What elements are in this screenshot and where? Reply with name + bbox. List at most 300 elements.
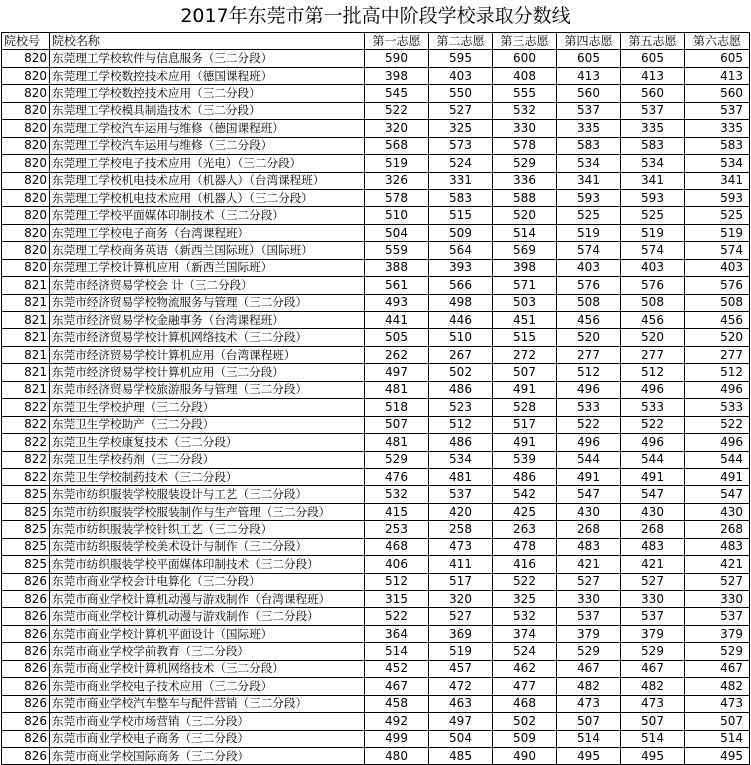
school-name-cell: 东莞市商业学校国际商务（三二分段） bbox=[50, 747, 365, 764]
score-choice-6-cell: 467 bbox=[685, 660, 750, 677]
score-choice-3-cell: 522 bbox=[493, 573, 557, 590]
score-choice-4-cell: 560 bbox=[557, 85, 621, 102]
table-row bbox=[2, 155, 750, 172]
school-name-cell: 东莞市商业学校计算机动漫与游戏制作（三二分段） bbox=[50, 608, 365, 625]
score-choice-6-cell: 560 bbox=[685, 85, 750, 102]
score-choice-3-cell: 571 bbox=[493, 277, 557, 294]
score-choice-3-cell: 416 bbox=[493, 556, 557, 573]
table-row bbox=[2, 102, 750, 119]
score-choice-6-cell: 495 bbox=[685, 747, 750, 764]
school-name-cell: 东莞市商业学校电子技术应用（三二分段） bbox=[50, 678, 365, 695]
table-row bbox=[2, 381, 750, 398]
score-choice-1-cell: 499 bbox=[365, 730, 429, 747]
score-choice-4-cell: 473 bbox=[557, 695, 621, 712]
table-row bbox=[2, 556, 750, 573]
score-choice-6-cell: 456 bbox=[685, 312, 750, 329]
score-choice-6-cell: 413 bbox=[685, 67, 750, 84]
school-code-cell: 821 bbox=[2, 346, 50, 363]
table-row bbox=[2, 207, 750, 224]
score-choice-3-cell: 330 bbox=[493, 120, 557, 137]
score-choice-2-cell: 527 bbox=[429, 102, 493, 119]
score-choice-5-cell: 496 bbox=[621, 381, 685, 398]
score-choice-1-cell: 507 bbox=[365, 416, 429, 433]
score-choice-4-cell: 525 bbox=[557, 207, 621, 224]
score-choice-2-cell: 497 bbox=[429, 713, 493, 730]
school-code-cell: 820 bbox=[2, 50, 50, 67]
score-choice-5-cell: 514 bbox=[621, 730, 685, 747]
table-row bbox=[2, 312, 750, 329]
score-choice-3-cell: 325 bbox=[493, 591, 557, 608]
school-name-cell: 东莞理工学校平面媒体印制技术（三二分段） bbox=[50, 207, 365, 224]
score-choice-6-cell: 583 bbox=[685, 137, 750, 154]
score-choice-6-cell: 537 bbox=[685, 102, 750, 119]
score-choice-2-cell: 325 bbox=[429, 120, 493, 137]
score-choice-1-cell: 481 bbox=[365, 434, 429, 451]
score-choice-3-cell: 374 bbox=[493, 625, 557, 642]
score-choice-4-cell: 593 bbox=[557, 189, 621, 206]
score-choice-2-cell: 583 bbox=[429, 189, 493, 206]
score-choice-5-cell: 421 bbox=[621, 556, 685, 573]
score-choice-6-cell: 512 bbox=[685, 364, 750, 381]
score-choice-6-cell: 514 bbox=[685, 730, 750, 747]
score-choice-2-cell: 537 bbox=[429, 486, 493, 503]
score-choice-6-cell: 522 bbox=[685, 416, 750, 433]
score-choice-2-cell: 519 bbox=[429, 643, 493, 660]
score-choice-4-cell: 508 bbox=[557, 294, 621, 311]
score-choice-1-cell: 326 bbox=[365, 172, 429, 189]
table-row bbox=[2, 189, 750, 206]
score-choice-6-cell: 330 bbox=[685, 591, 750, 608]
school-name-cell: 东莞市经济贸易学校计算机应用（台湾课程班） bbox=[50, 346, 365, 363]
table-row bbox=[2, 50, 750, 67]
score-choice-4-cell: 413 bbox=[557, 67, 621, 84]
score-choice-4-cell: 576 bbox=[557, 277, 621, 294]
score-choice-2-cell: 486 bbox=[429, 381, 493, 398]
score-choice-4-cell: 268 bbox=[557, 521, 621, 538]
school-name-cell: 东莞理工学校机电技术应用（机器人）（台湾课程班） bbox=[50, 172, 365, 189]
score-choice-5-cell: 403 bbox=[621, 259, 685, 276]
score-choice-5-cell: 537 bbox=[621, 102, 685, 119]
score-choice-5-cell: 574 bbox=[621, 242, 685, 259]
school-name-cell: 东莞市商业学校市场营销（三二分段） bbox=[50, 713, 365, 730]
score-choice-3-cell: 514 bbox=[493, 224, 557, 241]
score-choice-3-cell: 502 bbox=[493, 713, 557, 730]
score-choice-3-cell: 524 bbox=[493, 643, 557, 660]
score-choice-1-cell: 398 bbox=[365, 67, 429, 84]
score-choice-4-cell: 533 bbox=[557, 399, 621, 416]
header-row bbox=[2, 33, 750, 50]
school-name-cell: 东莞卫生学校药剂（三二分段） bbox=[50, 451, 365, 468]
school-name-cell: 东莞市经济贸易学校物流服务与管理（三二分段） bbox=[50, 294, 365, 311]
score-choice-6-cell: 508 bbox=[685, 294, 750, 311]
school-code-cell: 822 bbox=[2, 468, 50, 485]
score-choice-1-cell: 441 bbox=[365, 312, 429, 329]
score-choice-4-cell: 495 bbox=[557, 747, 621, 764]
score-choice-1-cell: 578 bbox=[365, 189, 429, 206]
score-choice-5-cell: 593 bbox=[621, 189, 685, 206]
score-choice-3-cell: 532 bbox=[493, 102, 557, 119]
score-choice-3-cell: 477 bbox=[493, 678, 557, 695]
score-choice-1-cell: 518 bbox=[365, 399, 429, 416]
score-choice-5-cell: 512 bbox=[621, 364, 685, 381]
score-choice-3-cell: 507 bbox=[493, 364, 557, 381]
table-row bbox=[2, 120, 750, 137]
score-choice-6-cell: 483 bbox=[685, 538, 750, 555]
score-choice-6-cell: 403 bbox=[685, 259, 750, 276]
score-choice-4-cell: 341 bbox=[557, 172, 621, 189]
score-choice-4-cell: 537 bbox=[557, 608, 621, 625]
score-choice-4-cell: 482 bbox=[557, 678, 621, 695]
score-choice-2-cell: 524 bbox=[429, 155, 493, 172]
score-choice-4-cell: 335 bbox=[557, 120, 621, 137]
school-code-cell: 825 bbox=[2, 521, 50, 538]
school-code-cell: 826 bbox=[2, 573, 50, 590]
score-choice-6-cell: 534 bbox=[685, 155, 750, 172]
score-choice-3-cell: 520 bbox=[493, 207, 557, 224]
school-name-cell: 东莞市经济贸易学校计算机网络技术（三二分段） bbox=[50, 329, 365, 346]
score-choice-5-cell: 534 bbox=[621, 155, 685, 172]
table-row bbox=[2, 416, 750, 433]
school-name-cell: 东莞理工学校电子商务（台湾课程班） bbox=[50, 224, 365, 241]
school-name-cell: 东莞市纺织服装学校针织工艺（三二分段） bbox=[50, 521, 365, 538]
score-choice-3-cell: 569 bbox=[493, 242, 557, 259]
score-choice-4-cell: 421 bbox=[557, 556, 621, 573]
score-choice-2-cell: 509 bbox=[429, 224, 493, 241]
table-row bbox=[2, 85, 750, 102]
school-name-cell: 东莞理工学校计算机应用（新西兰国际班） bbox=[50, 259, 365, 276]
school-name-cell: 东莞卫生学校制药技术（三二分段） bbox=[50, 468, 365, 485]
score-choice-1-cell: 512 bbox=[365, 573, 429, 590]
score-choice-3-cell: 509 bbox=[493, 730, 557, 747]
score-choice-4-cell: 574 bbox=[557, 242, 621, 259]
header-choice-5: 第五志愿 bbox=[621, 33, 685, 50]
table-row bbox=[2, 573, 750, 590]
score-choice-2-cell: 331 bbox=[429, 172, 493, 189]
score-choice-2-cell: 463 bbox=[429, 695, 493, 712]
score-choice-1-cell: 406 bbox=[365, 556, 429, 573]
school-code-cell: 820 bbox=[2, 224, 50, 241]
score-choice-4-cell: 605 bbox=[557, 50, 621, 67]
score-choice-2-cell: 550 bbox=[429, 85, 493, 102]
school-name-cell: 东莞市商业学校会计电算化（三二分段） bbox=[50, 573, 365, 590]
header-school-code: 院校号 bbox=[2, 33, 50, 50]
table-row bbox=[2, 521, 750, 538]
score-choice-1-cell: 415 bbox=[365, 503, 429, 520]
header-choice-3: 第三志愿 bbox=[493, 33, 557, 50]
score-choice-4-cell: 529 bbox=[557, 643, 621, 660]
school-code-cell: 821 bbox=[2, 329, 50, 346]
school-code-cell: 822 bbox=[2, 451, 50, 468]
header-school-name: 院校名称 bbox=[50, 33, 365, 50]
score-choice-2-cell: 486 bbox=[429, 434, 493, 451]
school-name-cell: 东莞理工学校数控技术应用（三二分段） bbox=[50, 85, 365, 102]
score-choice-6-cell: 576 bbox=[685, 277, 750, 294]
score-choice-4-cell: 547 bbox=[557, 486, 621, 503]
school-code-cell: 826 bbox=[2, 713, 50, 730]
score-choice-2-cell: 369 bbox=[429, 625, 493, 642]
score-choice-5-cell: 495 bbox=[621, 747, 685, 764]
score-table bbox=[1, 32, 750, 765]
school-name-cell: 东莞市经济贸易学校金融事务（台湾课程班） bbox=[50, 312, 365, 329]
table-row bbox=[2, 747, 750, 764]
score-choice-1-cell: 568 bbox=[365, 137, 429, 154]
score-choice-3-cell: 490 bbox=[493, 747, 557, 764]
school-name-cell: 东莞卫生学校护理（三二分段） bbox=[50, 399, 365, 416]
score-choice-3-cell: 529 bbox=[493, 155, 557, 172]
table-row bbox=[2, 399, 750, 416]
score-choice-3-cell: 263 bbox=[493, 521, 557, 538]
table-row bbox=[2, 172, 750, 189]
score-choice-1-cell: 452 bbox=[365, 660, 429, 677]
school-name-cell: 东莞市商业学校计算机动漫与游戏制作（台湾课程班） bbox=[50, 591, 365, 608]
score-choice-6-cell: 544 bbox=[685, 451, 750, 468]
school-name-cell: 东莞市经济贸易学校会 计（三二分段） bbox=[50, 277, 365, 294]
score-choice-4-cell: 534 bbox=[557, 155, 621, 172]
table-row bbox=[2, 608, 750, 625]
score-choice-5-cell: 467 bbox=[621, 660, 685, 677]
school-name-cell: 东莞市经济贸易学校计算机应用（三二分段） bbox=[50, 364, 365, 381]
score-choice-6-cell: 379 bbox=[685, 625, 750, 642]
score-choice-3-cell: 486 bbox=[493, 468, 557, 485]
school-code-cell: 820 bbox=[2, 172, 50, 189]
score-choice-2-cell: 446 bbox=[429, 312, 493, 329]
score-choice-1-cell: 492 bbox=[365, 713, 429, 730]
score-choice-1-cell: 561 bbox=[365, 277, 429, 294]
school-code-cell: 820 bbox=[2, 259, 50, 276]
school-code-cell: 822 bbox=[2, 434, 50, 451]
score-choice-2-cell: 420 bbox=[429, 503, 493, 520]
score-choice-6-cell: 491 bbox=[685, 468, 750, 485]
score-choice-1-cell: 315 bbox=[365, 591, 429, 608]
table-row bbox=[2, 625, 750, 642]
score-choice-3-cell: 528 bbox=[493, 399, 557, 416]
score-choice-2-cell: 515 bbox=[429, 207, 493, 224]
score-choice-6-cell: 529 bbox=[685, 643, 750, 660]
score-choice-6-cell: 547 bbox=[685, 486, 750, 503]
school-code-cell: 821 bbox=[2, 312, 50, 329]
score-choice-6-cell: 268 bbox=[685, 521, 750, 538]
score-choice-6-cell: 473 bbox=[685, 695, 750, 712]
score-choice-1-cell: 476 bbox=[365, 468, 429, 485]
table-row bbox=[2, 224, 750, 241]
score-choice-1-cell: 320 bbox=[365, 120, 429, 137]
score-choice-5-cell: 583 bbox=[621, 137, 685, 154]
score-choice-3-cell: 588 bbox=[493, 189, 557, 206]
table-row bbox=[2, 434, 750, 451]
score-choice-4-cell: 527 bbox=[557, 573, 621, 590]
table-row bbox=[2, 713, 750, 730]
school-code-cell: 825 bbox=[2, 486, 50, 503]
score-choice-6-cell: 277 bbox=[685, 346, 750, 363]
table-row bbox=[2, 730, 750, 747]
score-choice-2-cell: 411 bbox=[429, 556, 493, 573]
score-choice-3-cell: 578 bbox=[493, 137, 557, 154]
score-choice-4-cell: 456 bbox=[557, 312, 621, 329]
score-choice-6-cell: 574 bbox=[685, 242, 750, 259]
score-choice-6-cell: 527 bbox=[685, 573, 750, 590]
score-choice-1-cell: 532 bbox=[365, 486, 429, 503]
table-row bbox=[2, 294, 750, 311]
score-choice-5-cell: 330 bbox=[621, 591, 685, 608]
score-choice-2-cell: 566 bbox=[429, 277, 493, 294]
score-choice-6-cell: 520 bbox=[685, 329, 750, 346]
score-choice-4-cell: 467 bbox=[557, 660, 621, 677]
table-row bbox=[2, 277, 750, 294]
score-choice-5-cell: 379 bbox=[621, 625, 685, 642]
table-body bbox=[2, 50, 750, 765]
score-choice-4-cell: 519 bbox=[557, 224, 621, 241]
score-choice-3-cell: 425 bbox=[493, 503, 557, 520]
score-choice-2-cell: 498 bbox=[429, 294, 493, 311]
table-row bbox=[2, 242, 750, 259]
score-choice-2-cell: 485 bbox=[429, 747, 493, 764]
score-choice-3-cell: 408 bbox=[493, 67, 557, 84]
score-choice-1-cell: 262 bbox=[365, 346, 429, 363]
score-choice-1-cell: 253 bbox=[365, 521, 429, 538]
score-choice-2-cell: 473 bbox=[429, 538, 493, 555]
score-choice-5-cell: 537 bbox=[621, 608, 685, 625]
score-choice-1-cell: 364 bbox=[365, 625, 429, 642]
score-choice-2-cell: 267 bbox=[429, 346, 493, 363]
score-choice-4-cell: 537 bbox=[557, 102, 621, 119]
score-choice-3-cell: 532 bbox=[493, 608, 557, 625]
score-choice-3-cell: 555 bbox=[493, 85, 557, 102]
score-choice-1-cell: 510 bbox=[365, 207, 429, 224]
score-choice-4-cell: 403 bbox=[557, 259, 621, 276]
score-choice-1-cell: 467 bbox=[365, 678, 429, 695]
school-name-cell: 东莞卫生学校康复技术（三二分段） bbox=[50, 434, 365, 451]
score-choice-6-cell: 341 bbox=[685, 172, 750, 189]
score-choice-5-cell: 473 bbox=[621, 695, 685, 712]
score-choice-1-cell: 388 bbox=[365, 259, 429, 276]
score-choice-5-cell: 533 bbox=[621, 399, 685, 416]
school-code-cell: 826 bbox=[2, 591, 50, 608]
score-choice-2-cell: 517 bbox=[429, 573, 493, 590]
score-choice-5-cell: 456 bbox=[621, 312, 685, 329]
score-choice-1-cell: 545 bbox=[365, 85, 429, 102]
score-choice-5-cell: 507 bbox=[621, 713, 685, 730]
score-choice-4-cell: 522 bbox=[557, 416, 621, 433]
header-choice-4: 第四志愿 bbox=[557, 33, 621, 50]
school-name-cell: 东莞市商业学校学前教育（三二分段） bbox=[50, 643, 365, 660]
school-code-cell: 820 bbox=[2, 155, 50, 172]
score-choice-6-cell: 537 bbox=[685, 608, 750, 625]
score-choice-2-cell: 510 bbox=[429, 329, 493, 346]
score-choice-1-cell: 468 bbox=[365, 538, 429, 555]
score-choice-3-cell: 462 bbox=[493, 660, 557, 677]
school-name-cell: 东莞市商业学校汽车整车与配件营销（三二分段） bbox=[50, 695, 365, 712]
school-code-cell: 820 bbox=[2, 120, 50, 137]
score-choice-6-cell: 533 bbox=[685, 399, 750, 416]
score-choice-3-cell: 272 bbox=[493, 346, 557, 363]
score-choice-3-cell: 336 bbox=[493, 172, 557, 189]
table-row bbox=[2, 695, 750, 712]
score-choice-2-cell: 504 bbox=[429, 730, 493, 747]
table-row bbox=[2, 468, 750, 485]
header-choice-2: 第二志愿 bbox=[429, 33, 493, 50]
table-row bbox=[2, 678, 750, 695]
score-choice-2-cell: 534 bbox=[429, 451, 493, 468]
score-choice-5-cell: 522 bbox=[621, 416, 685, 433]
school-name-cell: 东莞理工学校电子技术应用（光电）（三二分段） bbox=[50, 155, 365, 172]
score-choice-4-cell: 330 bbox=[557, 591, 621, 608]
score-choice-1-cell: 529 bbox=[365, 451, 429, 468]
score-choice-4-cell: 544 bbox=[557, 451, 621, 468]
school-name-cell: 东莞卫生学校助产（三二分段） bbox=[50, 416, 365, 433]
score-choice-2-cell: 457 bbox=[429, 660, 493, 677]
score-choice-6-cell: 525 bbox=[685, 207, 750, 224]
score-choice-5-cell: 527 bbox=[621, 573, 685, 590]
score-choice-6-cell: 507 bbox=[685, 713, 750, 730]
school-code-cell: 825 bbox=[2, 503, 50, 520]
score-choice-3-cell: 542 bbox=[493, 486, 557, 503]
table-row bbox=[2, 503, 750, 520]
score-choice-4-cell: 483 bbox=[557, 538, 621, 555]
table-row bbox=[2, 259, 750, 276]
school-name-cell: 东莞理工学校模具制造技术（三二分段） bbox=[50, 102, 365, 119]
table-row bbox=[2, 486, 750, 503]
header-choice-6: 第六志愿 bbox=[685, 33, 750, 50]
score-choice-5-cell: 525 bbox=[621, 207, 685, 224]
school-name-cell: 东莞理工学校商务英语（新西兰国际班）（国际班） bbox=[50, 242, 365, 259]
score-choice-6-cell: 496 bbox=[685, 434, 750, 451]
score-choice-6-cell: 421 bbox=[685, 556, 750, 573]
school-name-cell: 东莞理工学校机电技术应用（机器人）（三二分段） bbox=[50, 189, 365, 206]
school-name-cell: 东莞市纺织服装学校平面媒体印制技术（三二分段） bbox=[50, 556, 365, 573]
school-code-cell: 821 bbox=[2, 381, 50, 398]
score-choice-4-cell: 514 bbox=[557, 730, 621, 747]
score-choice-6-cell: 482 bbox=[685, 678, 750, 695]
score-choice-5-cell: 544 bbox=[621, 451, 685, 468]
table-row bbox=[2, 364, 750, 381]
score-choice-3-cell: 539 bbox=[493, 451, 557, 468]
score-choice-6-cell: 496 bbox=[685, 381, 750, 398]
school-code-cell: 820 bbox=[2, 189, 50, 206]
school-name-cell: 东莞市商业学校计算机平面设计（国际班） bbox=[50, 625, 365, 642]
school-code-cell: 826 bbox=[2, 608, 50, 625]
score-choice-5-cell: 335 bbox=[621, 120, 685, 137]
school-code-cell: 826 bbox=[2, 695, 50, 712]
school-name-cell: 东莞市商业学校计算机网络技术（三二分段） bbox=[50, 660, 365, 677]
score-choice-6-cell: 605 bbox=[685, 50, 750, 67]
score-choice-1-cell: 497 bbox=[365, 364, 429, 381]
score-choice-4-cell: 512 bbox=[557, 364, 621, 381]
score-choice-1-cell: 480 bbox=[365, 747, 429, 764]
school-name-cell: 东莞理工学校软件与信息服务（三二分段） bbox=[50, 50, 365, 67]
school-code-cell: 826 bbox=[2, 730, 50, 747]
table-row bbox=[2, 660, 750, 677]
table-row bbox=[2, 538, 750, 555]
score-choice-3-cell: 451 bbox=[493, 312, 557, 329]
score-choice-2-cell: 527 bbox=[429, 608, 493, 625]
score-choice-1-cell: 505 bbox=[365, 329, 429, 346]
score-choice-4-cell: 496 bbox=[557, 381, 621, 398]
school-code-cell: 822 bbox=[2, 416, 50, 433]
score-choice-5-cell: 483 bbox=[621, 538, 685, 555]
school-code-cell: 825 bbox=[2, 538, 50, 555]
school-code-cell: 821 bbox=[2, 294, 50, 311]
score-choice-1-cell: 481 bbox=[365, 381, 429, 398]
score-choice-5-cell: 277 bbox=[621, 346, 685, 363]
school-code-cell: 826 bbox=[2, 747, 50, 764]
score-choice-2-cell: 403 bbox=[429, 67, 493, 84]
score-choice-6-cell: 335 bbox=[685, 120, 750, 137]
score-choice-4-cell: 430 bbox=[557, 503, 621, 520]
score-choice-3-cell: 478 bbox=[493, 538, 557, 555]
table-row bbox=[2, 137, 750, 154]
score-choice-1-cell: 590 bbox=[365, 50, 429, 67]
score-choice-1-cell: 522 bbox=[365, 608, 429, 625]
